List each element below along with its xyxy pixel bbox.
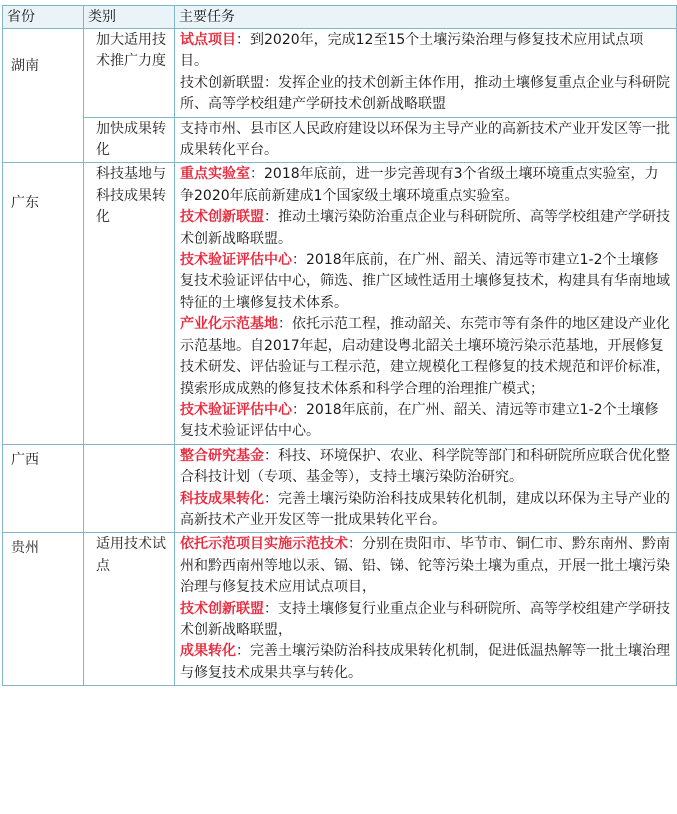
province-cell: 广西 [3,444,84,533]
task-table [2,5,677,686]
task-item [180,250,671,314]
task-text: 支持市州、县市区人民政府建设以环保为主导产业的高新技术产业开发区等一批成果转化平台。 [180,120,670,159]
task-item [180,446,671,489]
table-row [3,117,677,163]
category-cell: 适用技术试点 [84,533,175,686]
province-cell: 贵州 [3,533,84,686]
category-cell: 加大适用技术推广力度 [84,29,175,118]
task-keyword: 技术验证评估中心 [180,252,292,269]
task-item [180,30,671,73]
header-category: 类别 [84,6,175,29]
task-keyword: 技术创新联盟 [180,209,264,226]
task-keyword: 技术验证评估中心 [180,401,292,418]
task-keyword: 试点项目 [180,32,236,48]
task-text: ：分别在贵阳市、毕节市、铜仁市、黔东南州、黔南州和黔西南州等地以汞、镉、铅、锑、铊等污染土壤为重点，开展一批土壤污染治理与修复技术应用试点项目， [180,536,670,596]
task-text: ：科技、环境保护、农业、科学院等部门和科研院所应联合优化整合科技计划（专项、基金等），支持土壤污染防治研究。 [180,447,670,486]
task-text: ：依托示范工程，推动韶关、东莞市等有条件的地区建设产业化示范基地。自2017年起，启动建设粤北韶关土壤环境污染示范基地，开展修复技术研发、评估验证与工程示范，建立规模化工程修复的技术规范和评价标准，摸索形成成熟的修复技术体系和科学合理的治理推广模式； [180,316,670,397]
header-task: 主要任务 [175,6,677,29]
task-item [180,641,671,684]
task-item [180,164,671,207]
task-keyword: 整合研究基金 [180,447,264,464]
task-text: ：推动土壤污染防治重点企业与科研院所、高等学校组建产学研技术创新战略联盟。 [180,209,670,247]
task-item [180,314,671,400]
task-keyword: 产业化示范基地 [180,316,278,333]
task-cell [175,29,677,118]
task-item [180,534,671,598]
table-row [3,163,677,444]
task-cell [175,117,677,163]
province-cell: 湖南 [3,29,84,163]
task-cell [175,163,677,444]
task-keyword: 技术创新联盟 [180,600,264,617]
task-item [180,119,671,162]
task-text: ：到2020年，完成12至15个土壤污染治理与修复技术应用试点项目。 [180,32,644,70]
task-text: ：完善土壤污染防治科技成果转化机制，促进低温热解等一批土壤治理与修复技术成果共享与转化。 [180,643,670,681]
task-item [180,400,671,443]
task-item [180,73,671,116]
header-province: 省份 [3,6,84,29]
table-row [3,29,677,118]
task-text: ：完善土壤污染防治科技成果转化机制，建成以环保为主导产业的高新技术产业开发区等一批成果转化平台。 [180,490,670,528]
table-header-row [3,6,677,29]
task-item [180,207,671,250]
task-text: ：2018年底前，在广州、韶关、清远等市建立1-2个土壤修复技术验证评估中心。 [180,401,659,440]
task-text: ：2018年底前，在广州、韶关、清远等市建立1-2个土壤修复技术验证评估中心，筛选、推广区域性适用土壤修复技术，构建具有华南地域特征的土壤修复技术体系。 [180,252,670,311]
table-row [3,533,677,686]
task-text: ：支持土壤修复行业重点企业与科研院所、高等学校组建产学研技术创新战略联盟， [180,600,670,638]
task-cell [175,444,677,533]
category-cell: 加快成果转化 [84,117,175,163]
task-keyword: 重点实验室 [180,166,250,183]
task-keyword: 科技成果转化 [180,490,264,507]
task-item [180,489,671,532]
category-cell [84,444,175,533]
task-keyword: 依托示范项目实施示范技术 [180,536,348,553]
task-keyword: 成果转化 [180,643,236,660]
category-cell: 科技基地与科技成果转化 [84,163,175,444]
task-text: ：2018年底前，进一步完善现有3个省级土壤环境重点实验室，力争2020年底前新建成1个国家级土壤环境重点实验室。 [180,166,659,204]
task-cell [175,533,677,686]
task-item [180,599,671,642]
province-cell: 广东 [3,163,84,444]
task-text: 技术创新联盟：发挥企业的技术创新主体作用，推动土壤修复重点企业与科研院所、高等学校组建产学研技术创新战略联盟 [180,74,670,113]
table-row [3,444,677,533]
